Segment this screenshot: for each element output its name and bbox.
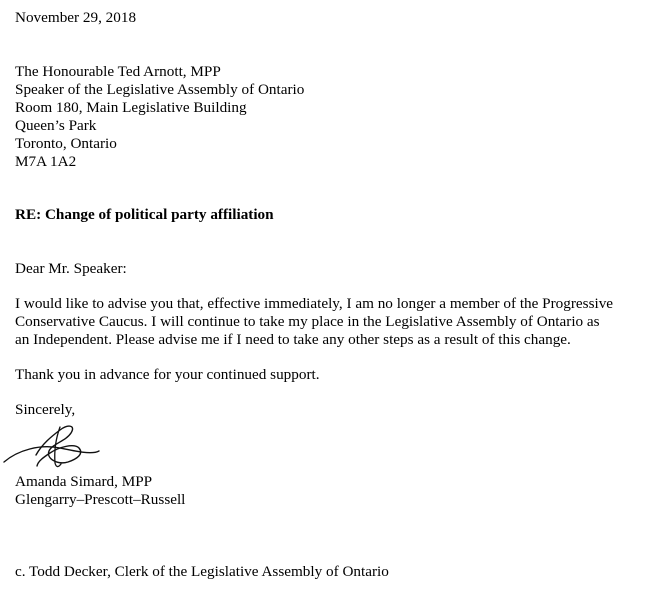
closing: Sincerely, [15,401,76,418]
body-paragraph-1-line-2: Conservative Caucus. I will continue to take my place in the Legislative Assembly of Ontario as [15,313,600,330]
body-paragraph-1-line-1: I would like to advise you that, effective immediately, I am no longer a member of the Progressive [15,295,614,312]
recipient-line-4: Queen’s Park [15,117,97,134]
recipient-line-5: Toronto, Ontario [15,135,117,152]
sender-riding: Glengarry–Prescott–Russell [15,491,186,508]
handwritten-signature [2,420,102,472]
salutation: Dear Mr. Speaker: [15,260,127,277]
recipient-line-6: M7A 1A2 [15,153,77,170]
letter-date: November 29, 2018 [15,9,137,26]
sender-name: Amanda Simard, MPP [15,473,153,490]
recipient-line-3: Room 180, Main Legislative Building [15,99,247,116]
cc-line: c. Todd Decker, Clerk of the Legislative Assembly of Ontario [15,563,389,580]
subject-line: RE: Change of political party affiliation [15,206,274,223]
recipient-line-2: Speaker of the Legislative Assembly of Ontario [15,81,305,98]
recipient-line-1: The Honourable Ted Arnott, MPP [15,63,221,80]
body-paragraph-1-line-3: an Independent. Please advise me if I need to take any other steps as a result of this change. [15,331,571,348]
body-paragraph-2: Thank you in advance for your continued support. [15,366,320,383]
